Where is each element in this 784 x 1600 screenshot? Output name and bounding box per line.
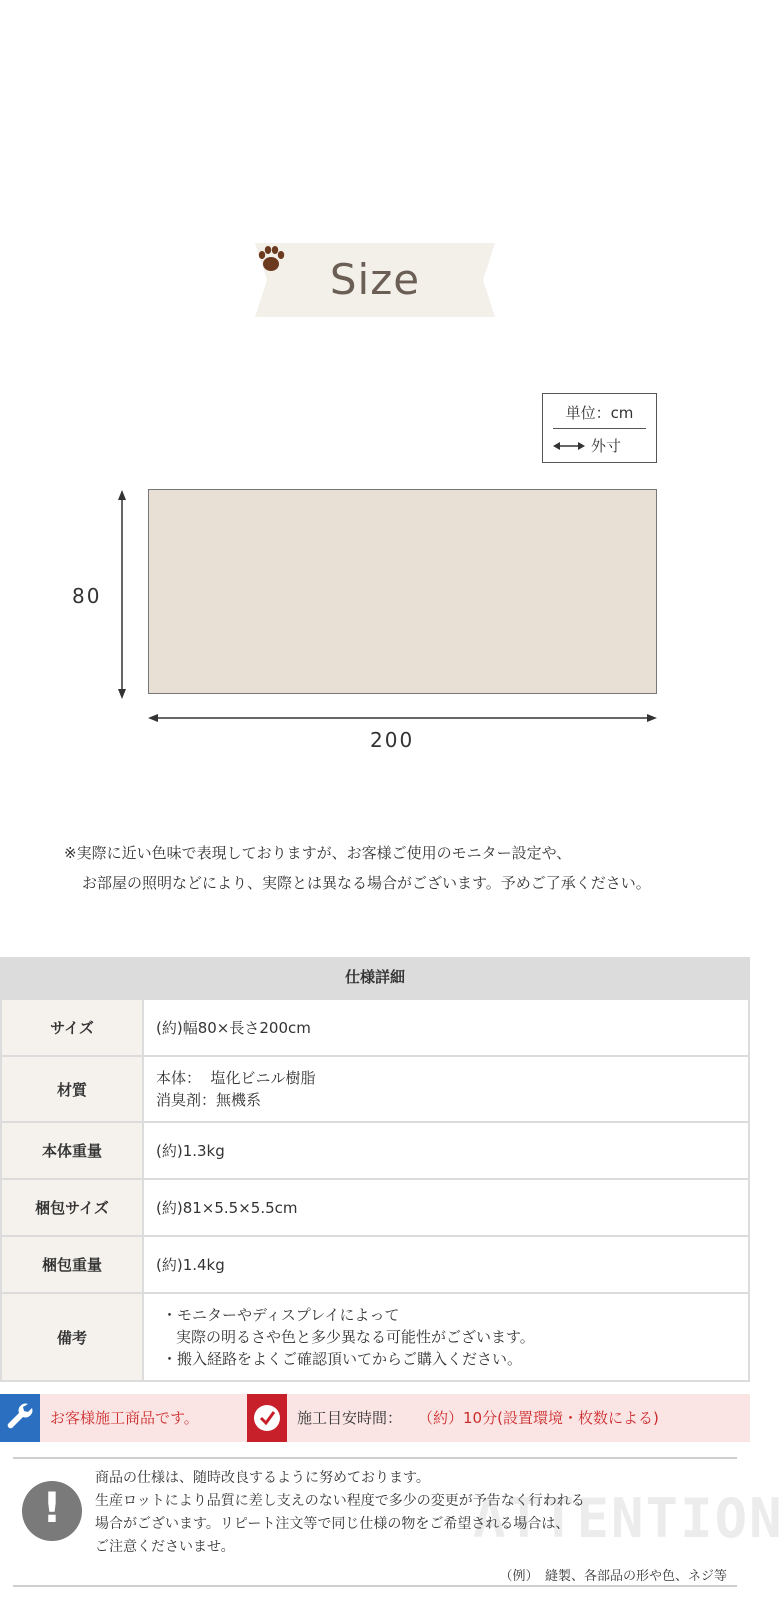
- spec-value: [143, 1122, 749, 1179]
- table-row: [1, 1056, 749, 1122]
- spec-value-line: 消臭剤：無機系: [156, 1091, 262, 1109]
- spec-grid: [0, 998, 750, 1382]
- spec-value: [143, 1293, 749, 1381]
- attention-box: [13, 1457, 784, 1587]
- spec-title: 仕様詳細: [0, 957, 750, 998]
- dimension-arrows: [0, 0, 750, 780]
- spec-key: 材質: [1, 1056, 143, 1122]
- spec-value: [143, 1056, 749, 1122]
- attention-line: 場合がございます。リピート注文等で同じ仕様の物をご希望される場合は、: [95, 1516, 570, 1532]
- spec-table: [0, 957, 750, 1382]
- attention-line: ご注意くださいませ。: [95, 1539, 235, 1555]
- spec-value-line: ・モニターやディスプレイによって: [162, 1306, 400, 1324]
- table-row: [1, 999, 749, 1056]
- attention-line: 商品の仕様は、随時改良するように努めております。: [95, 1470, 430, 1486]
- install-time-value: （約）10分(設置環境・枚数による): [418, 1409, 659, 1427]
- spec-value-line: 実際の明るさや色と多少異なる可能性がございます。: [176, 1328, 535, 1346]
- banner-title: Size: [329, 255, 421, 304]
- table-row: [1, 1122, 749, 1179]
- spec-value-line: ・搬入経路をよくご確認頂いてからご購入ください。: [162, 1350, 523, 1368]
- spec-value-line: (約)1.3kg: [156, 1141, 225, 1160]
- spec-value: [143, 1179, 749, 1236]
- table-row: [1, 1293, 749, 1381]
- attention-text: [95, 1467, 585, 1559]
- install-info-bar: [0, 1394, 750, 1442]
- spec-key: 梱包サイズ: [1, 1179, 143, 1236]
- spec-value-line: (約)1.4kg: [156, 1255, 225, 1274]
- spec-key: 備考: [1, 1293, 143, 1381]
- install-time-label: 施工目安時間：: [297, 1409, 403, 1427]
- diy-product-label: お客様施工商品です。: [50, 1409, 199, 1427]
- clock-icon: [247, 1394, 287, 1442]
- outer-size-label: 外寸: [591, 437, 622, 455]
- attention-example: （例） 縫製、各部品の形や色、ネジ等: [499, 1569, 727, 1584]
- wrench-icon: [0, 1394, 40, 1442]
- spec-value-line: (約)幅80×長さ200cm: [156, 1018, 311, 1037]
- height-dimension: 80: [72, 584, 102, 608]
- attention-watermark: ATTENTION: [473, 1487, 784, 1550]
- spec-key: 梱包重量: [1, 1236, 143, 1293]
- spec-value-line: 本体： 塩化ビニル樹脂: [156, 1069, 316, 1087]
- unit-label: 単位：cm: [565, 404, 634, 422]
- table-row: [1, 1236, 749, 1293]
- spec-key: サイズ: [1, 999, 143, 1056]
- spec-value: [143, 999, 749, 1056]
- attention-line: 生産ロットにより品質に差し支えのない程度で多少の変更が予告なく行われる: [95, 1493, 585, 1509]
- color-disclaimer: [64, 838, 651, 898]
- spec-value: [143, 1236, 749, 1293]
- spec-key: 本体重量: [1, 1122, 143, 1179]
- table-row: [1, 1179, 749, 1236]
- color-disclaimer-line2: お部屋の照明などにより、実際とは異なる場合がございます。予めご了承ください。: [82, 874, 651, 892]
- exclamation-icon: !: [22, 1481, 82, 1541]
- color-disclaimer-line1: ※実際に近い色味で表現しておりますが、お客様ご使用のモニター設定や、: [64, 844, 572, 862]
- width-dimension: 200: [370, 728, 415, 752]
- spec-value-line: (約)81×5.5×5.5cm: [156, 1198, 298, 1217]
